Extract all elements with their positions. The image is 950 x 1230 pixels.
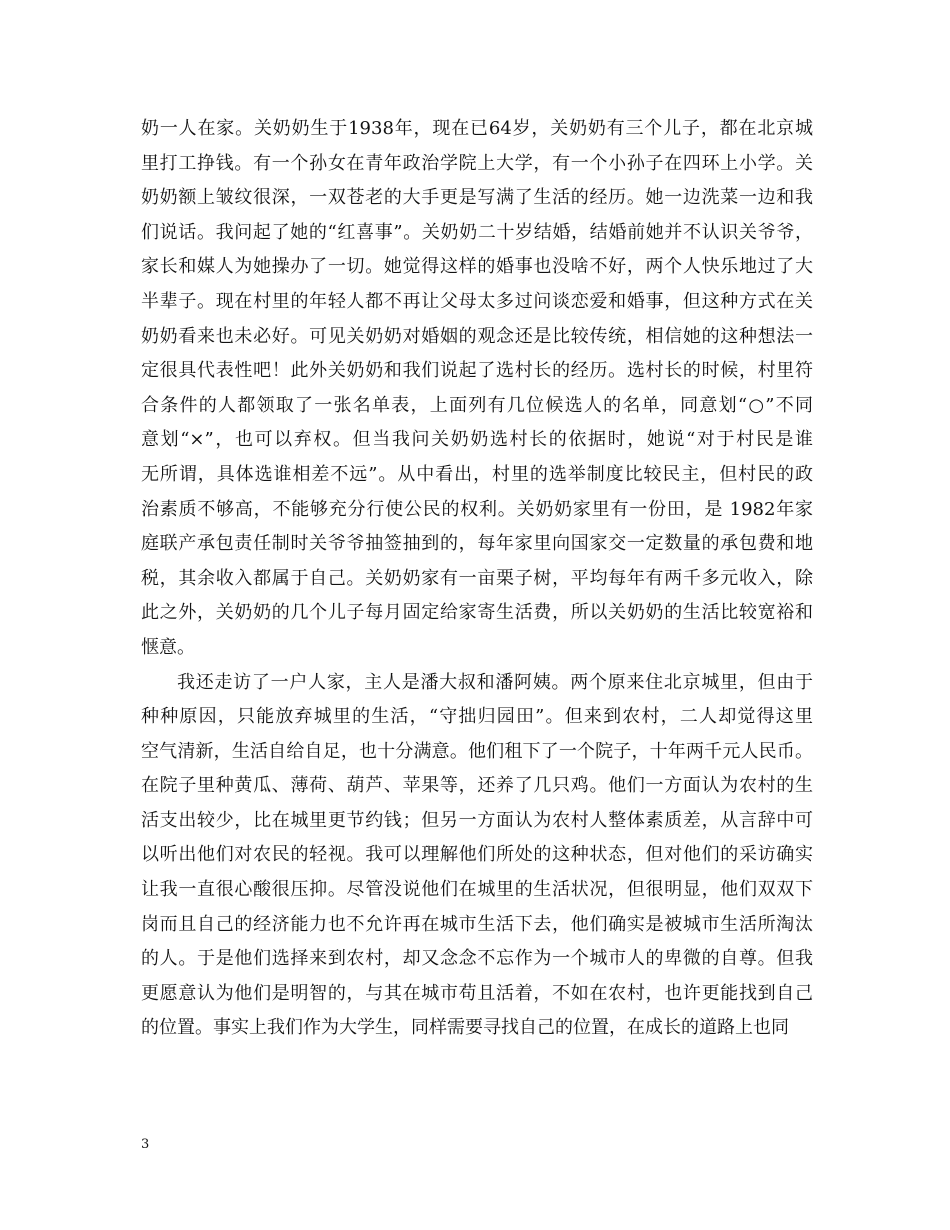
body-text — [141, 112, 813, 1046]
text-line: 活支出较少，比在城里更节约钱；但另一方面认为农村人整体素质差，从言辞中可 — [141, 809, 813, 831]
text-line: 以听出他们对农民的轻视。我可以理解他们所处的这种状态，但对他们的采访确实 — [141, 844, 813, 866]
text-line: 在院子里种黄瓜、薄荷、葫芦、苹果等，还养了几只鸡。他们一方面认为农村的生 — [141, 775, 813, 797]
text-line: 家长和媒人为她操办了一切。她觉得这样的婚事也没啥不好，两个人快乐地过了大 — [141, 256, 813, 278]
text-line: 税，其余收入都属于自己。关奶奶家有一亩栗子树，平均每年有两千多元收入，除 — [141, 567, 813, 589]
text-line: 奶一人在家。关奶奶生于1938年，现在已64岁，关奶奶有三个儿子，都在北京城 — [141, 118, 813, 139]
text-line: 我还走访了一户人家，主人是潘大叔和潘阿姨。两个原来住北京城里，但由于 — [177, 671, 813, 693]
text-line: 岗而且自己的经济能力也不允许再在城市生活下去，他们确实是被城市生活所淘汰 — [141, 913, 813, 935]
text-line: 惬意。 — [141, 636, 195, 658]
text-line: 半辈子。现在村里的年轻人都不再让父母太多过问谈恋爱和婚事，但这种方式在关 — [141, 290, 813, 312]
text-line: 的人。于是他们选择来到农村，却又念念不忘作为一个城市人的卑微的自尊。但我 — [141, 948, 813, 970]
text-line: 意划“×”，也可以弃权。但当我问关奶奶选村长的依据时，她说“对于村民是谁 — [141, 429, 813, 451]
text-line: 种种原因，只能放弃城里的生活，“守拙归园田”。但来到农村，二人却觉得这里 — [141, 706, 813, 728]
paragraph — [141, 666, 813, 1047]
text-line: 定很具代表性吧！此外关奶奶和我们说起了选村长的经历。选村长的时候，村里符 — [141, 360, 813, 382]
text-line: 治素质不够高，不能够充分行使公民的权利。关奶奶家里有一份田，是 1982年家 — [141, 498, 813, 520]
text-line: 更愿意认为他们是明智的，与其在城市苟且活着，不如在农村，也许更能找到自己 — [141, 982, 813, 1004]
paragraph — [141, 112, 813, 666]
text-line: 合条件的人都领取了一张名单表，上面列有几位候选人的名单，同意划“○”不同 — [141, 394, 813, 416]
text-line: 此之外，关奶奶的几个儿子每月固定给家寄生活费，所以关奶奶的生活比较宽裕和 — [141, 602, 813, 624]
text-line: 奶奶看来也未必好。可见关奶奶对婚姻的观念还是比较传统，相信她的这种想法一 — [141, 325, 813, 347]
text-line: 让我一直很心酸很压抑。尽管没说他们在城里的生活状况，但很明显，他们双双下 — [141, 879, 813, 901]
text-line: 里打工挣钱。有一个孙女在青年政治学院上大学，有一个小孙子在四环上小学。关 — [141, 152, 813, 174]
page-number: 3 — [141, 1137, 150, 1152]
text-line: 无所谓，具体选谁相差不远”。从中看出，村里的选举制度比较民主，但村民的政 — [141, 463, 813, 485]
text-line: 庭联产承包责任制时关爷爷抽签抽到的，每年家里向国家交一定数量的承包费和地 — [141, 533, 813, 555]
text-line: 们说话。我问起了她的“红喜事”。关奶奶二十岁结婚，结婚前她并不认识关爷爷， — [141, 221, 813, 243]
text-line: 奶奶额上皱纹很深，一双苍老的大手更是写满了生活的经历。她一边洗菜一边和我 — [141, 187, 813, 209]
text-line: 的位置。事实上我们作为大学生，同样需要寻找自己的位置，在成长的道路上也同 — [141, 1017, 789, 1039]
text-line: 空气清新，生活自给自足，也十分满意。他们租下了一个院子，十年两千元人民币。 — [141, 740, 813, 762]
